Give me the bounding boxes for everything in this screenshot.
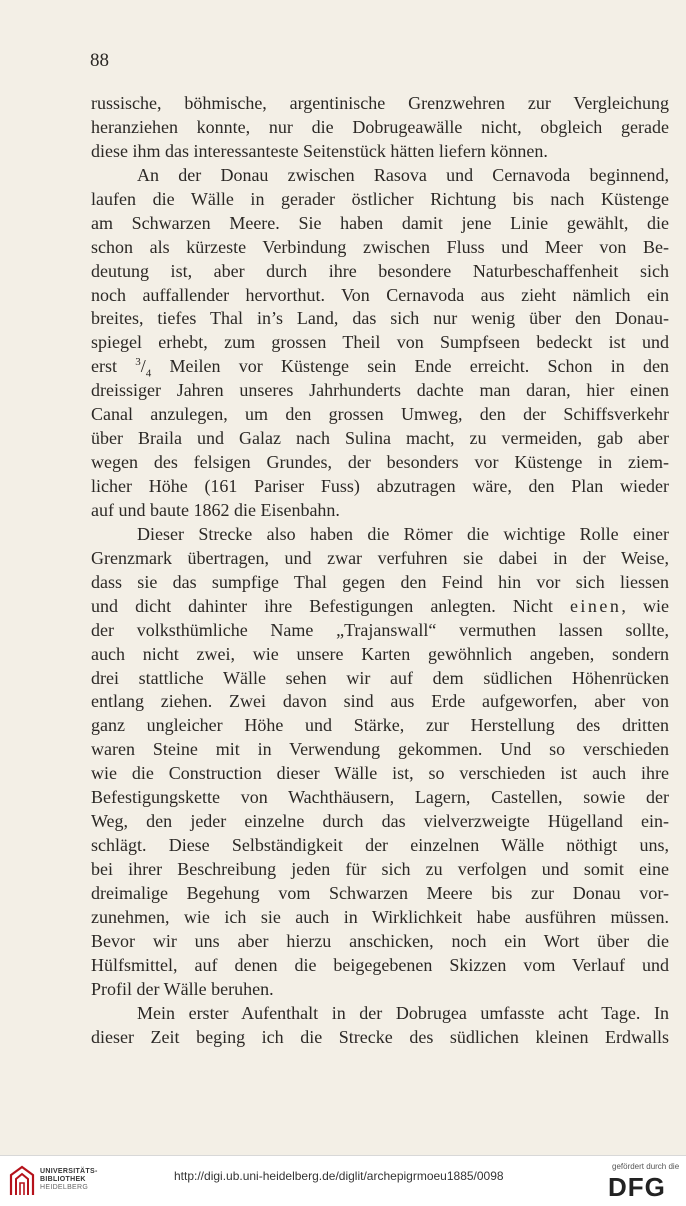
text-line: zunehmen, wie ich sie auch in Wirklichkeit habe ausführen müssen.: [91, 906, 669, 927]
text-line: schlägt. Diese Selbständigkeit der einzelnen Wälle nöthigt uns,: [91, 835, 669, 856]
permalink-url[interactable]: http://digi.ub.uni-heidelberg.de/diglit/archepigrmoeu1885/0098: [174, 1169, 504, 1183]
library-name-line: BIBLIOTHEK: [40, 1176, 86, 1183]
text-line: drei stattliche Wälle sehen wir auf dem südlichen Höhenrücken: [91, 667, 669, 688]
text-line: Grenzmark übertragen, und zwar verfuhren sie dabei in der Weise,: [91, 547, 669, 568]
text-line: dreimalige Begehung vom Schwarzen Meere bis zur Donau vor-: [91, 882, 669, 903]
line-text: Meilen vor Küstenge sein Ende erreicht. Schon in den: [151, 356, 669, 377]
text-line: waren Steine mit in Verwendung gekommen. Und so verschieden: [91, 739, 669, 760]
library-name-line: UNIVERSITÄTS-: [40, 1168, 98, 1175]
text-line: An der Donau zwischen Rasova und Cernavoda beginnend,: [137, 164, 669, 185]
text-line: Canal anzulegen, um den grossen Umweg, den der Schiffsverkehr: [91, 404, 669, 425]
text-line: dass sie das sumpfige Thal gegen den Feind hin vor sich liessen: [91, 571, 669, 592]
text-line: wie die Construction dieser Wälle ist, so verschieden ist auch ihre: [91, 763, 669, 784]
university-logo-icon: [8, 1165, 36, 1197]
text-line: über Braila und Galaz nach Sulina macht, zu vermeiden, gab aber: [91, 428, 669, 449]
text-line: diese ihm das interessanteste Seitenstück hätten liefern können.: [91, 140, 548, 161]
text-line: Befestigungskette von Wachthäusern, Lagern, Castellen, sowie der: [91, 787, 669, 808]
text-line: Hülfsmittel, auf denen die beigegebenen Skizzen vom Verlauf und: [91, 954, 669, 975]
line-text: erst: [91, 356, 136, 377]
text-line: russische, böhmische, argentinische Grenzwehren zur Vergleichung: [91, 93, 669, 113]
line-text: , wie: [621, 595, 669, 616]
text-line: Dieser Strecke also haben die Römer die wichtige Rolle einer: [137, 523, 669, 544]
text-line: der volksthümliche Name „Trajanswall“ vermuthen lassen sollte,: [91, 619, 669, 640]
fraction-slash: /: [140, 356, 146, 377]
library-name: [40, 1168, 98, 1192]
fraction-denominator: 4: [145, 367, 152, 380]
text-line: spiegel erhebt, zum grossen Theil von Sumpfseen bedeckt ist und: [91, 332, 669, 353]
text-line: [91, 355, 669, 379]
text-line: Profil der Wälle beruhen.: [91, 978, 274, 999]
text-line: dieser Zeit beging ich die Strecke des südlichen kleinen Erdwalls: [91, 1026, 669, 1047]
footer-bar: [0, 1155, 686, 1206]
text-line: heranziehen konnte, nur die Dobrugeawälle nicht, obgleich gerade: [91, 116, 669, 137]
spaced-emphasis: einen: [569, 595, 622, 616]
fraction-numerator: 3: [135, 356, 141, 369]
text-line: auf und baute 1862 die Eisenbahn.: [91, 499, 340, 520]
text-line: schon als kürzeste Verbindung zwischen Fluss und Meer von Be-: [91, 236, 669, 257]
line-text: und dicht dahinter ihre Befestigungen anlegten. Nicht: [91, 595, 570, 616]
dfg-logo: DFG: [608, 1172, 666, 1202]
text-line: Mein erster Aufenthalt in der Dobrugea umfasste acht Tage. In: [137, 1002, 669, 1023]
body-text: [91, 92, 669, 1050]
page-number: 88: [90, 50, 109, 71]
text-line: auch nicht zwei, wie unsere Karten gewöhnlich angeben, sondern: [91, 643, 669, 664]
text-line: bei ihrer Beschreibung jeden für sich zu verfolgen und somit eine: [91, 859, 669, 879]
text-line: entlang ziehen. Zwei davon sind aus Erde aufgeworfen, aber von: [91, 691, 669, 712]
text-line: am Schwarzen Meere. Sie haben damit jene Linie gewählt, die: [91, 212, 669, 233]
text-line: wegen des felsigen Grundes, der besonders vor Küstenge in ziem-: [91, 452, 669, 473]
text-line: noch auffallender hervorthut. Von Cernavoda aus zieht nämlich ein: [91, 284, 669, 305]
funded-by-label: gefördert durch die: [612, 1162, 680, 1171]
text-line: breites, tiefes Thal in’s Land, das sich nur wenig über den Donau-: [91, 308, 669, 329]
text-line: Weg, den jeder einzelne durch das vielverzweigte Hügelland ein-: [91, 811, 669, 832]
text-line: Bevor wir uns aber hierzu anschicken, noch ein Wort über die: [91, 930, 669, 951]
text-line: dreissiger Jahren unseres Jahrhunderts dachte man daran, hier einen: [91, 380, 669, 401]
text-line: [91, 595, 669, 619]
text-line: licher Höhe (161 Pariser Fuss) abzutragen wäre, den Plan wieder: [91, 476, 669, 496]
text-line: deutung ist, aber durch ihre besondere Naturbeschaffenheit sich: [91, 260, 669, 281]
library-name-line: HEIDELBERG: [40, 1184, 89, 1191]
text-line: laufen die Wälle in gerader östlicher Richtung bis nach Küstenge: [91, 188, 669, 209]
text-line: ganz ungleicher Höhe und Stärke, zur Herstellung des dritten: [91, 715, 669, 736]
